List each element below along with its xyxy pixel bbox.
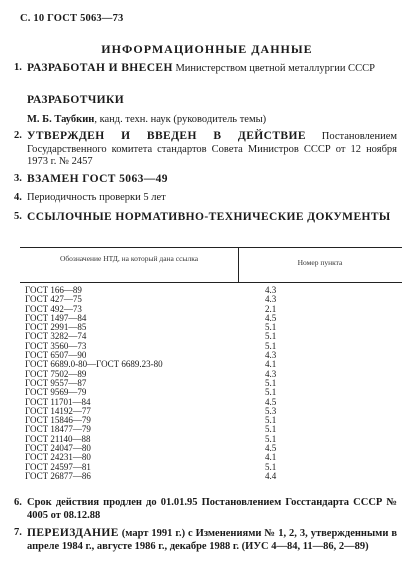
section-1-heading: РАЗРАБОТАН И ВНЕСЕН xyxy=(27,62,173,74)
section-1-number: 1. xyxy=(14,62,22,73)
row-reference: ГОСТ 11701—84 xyxy=(25,396,91,407)
row-item: 4.1 xyxy=(265,359,277,370)
row-reference: ГОСТ 492—73 xyxy=(25,303,82,314)
row-reference: ГОСТ 3560—73 xyxy=(25,340,87,351)
row-reference: ГОСТ 427—75 xyxy=(25,294,82,305)
page-header: С. 10 ГОСТ 5063—73 xyxy=(20,13,124,24)
section-2-heading: УТВЕРЖДЕН И ВВЕДЕН В ДЕЙСТВИЕ xyxy=(27,130,306,142)
section-4 xyxy=(14,192,397,205)
row-item: 4.3 xyxy=(265,350,277,361)
section-4-number: 4. xyxy=(14,192,22,203)
row-item: 4.4 xyxy=(265,470,277,481)
row-reference: ГОСТ 9569—79 xyxy=(25,387,87,398)
section-7-number: 7. xyxy=(14,527,22,538)
table-row xyxy=(20,472,402,481)
section-7-heading: ПЕРЕИЗДАНИЕ xyxy=(27,527,119,539)
row-item: 4.3 xyxy=(265,368,277,379)
row-item: 4.3 xyxy=(265,285,277,295)
row-reference: ГОСТ 6689.0-80—ГОСТ 6689.23-80 xyxy=(25,359,163,370)
section-6-text: Срок действия продлен до 01.01.95 Постановлением Госстандарта СССР № 4005 от 08.12.88 xyxy=(27,497,397,521)
section-5-heading: ССЫЛОЧНЫЕ НОРМАТИВНО-ТЕХНИЧЕСКИЕ ДОКУМЕНТЫ xyxy=(27,211,391,223)
row-item: 4.5 xyxy=(265,443,277,454)
section-2-text: Постановлением Государственного комитета стандартов Совета Министров СССР от 12 ноября 1973 г. № 2457 xyxy=(27,131,397,167)
row-reference: ГОСТ 6507—90 xyxy=(25,350,87,361)
row-item: 5.1 xyxy=(265,387,277,398)
column-header-item: Номер пункта xyxy=(297,258,343,267)
row-item: 5.1 xyxy=(265,461,277,472)
section-6-number: 6. xyxy=(14,497,22,508)
section-5 xyxy=(14,211,397,225)
section-7-text: (март 1991 г.) с Изменениями № 1, 2, 3, утвержденными в апреле 1984 г., августе 1986 г., декабре 1988 г. (ИУС 4—84, 11—86, 2—89) xyxy=(27,528,397,552)
developers-heading: РАЗРАБОТЧИКИ xyxy=(27,94,125,106)
row-item: 4.1 xyxy=(265,452,277,463)
row-item: 5.1 xyxy=(265,322,277,333)
row-item: 5.3 xyxy=(265,405,277,416)
section-2 xyxy=(14,130,397,169)
row-reference: ГОСТ 166—89 xyxy=(25,285,82,295)
row-reference: ГОСТ 3282—74 xyxy=(25,331,87,342)
section-6 xyxy=(14,497,397,522)
row-reference: ГОСТ 2991—85 xyxy=(25,322,87,333)
row-reference: ГОСТ 7502—89 xyxy=(25,368,87,379)
developers-line xyxy=(27,114,397,125)
row-reference: ГОСТ 26877—86 xyxy=(25,470,91,481)
section-2-number: 2. xyxy=(14,130,22,141)
section-3-heading: ВЗАМЕН ГОСТ 5063—49 xyxy=(27,173,168,185)
page-title: ИНФОРМАЦИОННЫЕ ДАННЫЕ xyxy=(101,42,313,56)
section-1-text: Министерством цветной металлургии СССР xyxy=(172,63,375,74)
row-reference: ГОСТ 21140—88 xyxy=(25,433,91,444)
row-reference: ГОСТ 1497—84 xyxy=(25,312,87,323)
row-item: 5.1 xyxy=(265,377,277,388)
reference-table-body xyxy=(20,286,402,481)
row-item: 5.1 xyxy=(265,415,277,426)
row-item: 5.1 xyxy=(265,424,277,435)
row-item: 2.1 xyxy=(265,303,277,314)
developer-role: , канд. техн. наук (руководитель темы) xyxy=(94,114,267,125)
row-reference: ГОСТ 9557—87 xyxy=(25,377,87,388)
row-item: 5.1 xyxy=(265,433,277,444)
row-item: 4.5 xyxy=(265,396,277,407)
column-header-reference: Обозначение НТД, на который дана ссылка xyxy=(59,254,199,263)
row-item: 5.1 xyxy=(265,331,277,342)
reference-table-header xyxy=(20,247,402,283)
section-1 xyxy=(14,62,397,76)
developer-name: М. Б. Таубкин xyxy=(27,114,95,125)
row-item: 4.5 xyxy=(265,312,277,323)
section-3-number: 3. xyxy=(14,173,22,184)
section-5-number: 5. xyxy=(14,211,22,222)
section-4-text: Периодичность проверки 5 лет xyxy=(27,192,166,203)
row-item: 4.3 xyxy=(265,294,277,305)
row-reference: ГОСТ 24597—81 xyxy=(25,461,91,472)
row-reference: ГОСТ 24047—80 xyxy=(25,443,91,454)
row-reference: ГОСТ 18477—79 xyxy=(25,424,91,435)
section-3 xyxy=(14,173,397,187)
row-reference: ГОСТ 15846—79 xyxy=(25,415,91,426)
row-item: 5.1 xyxy=(265,340,277,351)
row-reference: ГОСТ 14192—77 xyxy=(25,405,91,416)
section-7 xyxy=(14,527,397,553)
row-reference: ГОСТ 24231—80 xyxy=(25,452,91,463)
